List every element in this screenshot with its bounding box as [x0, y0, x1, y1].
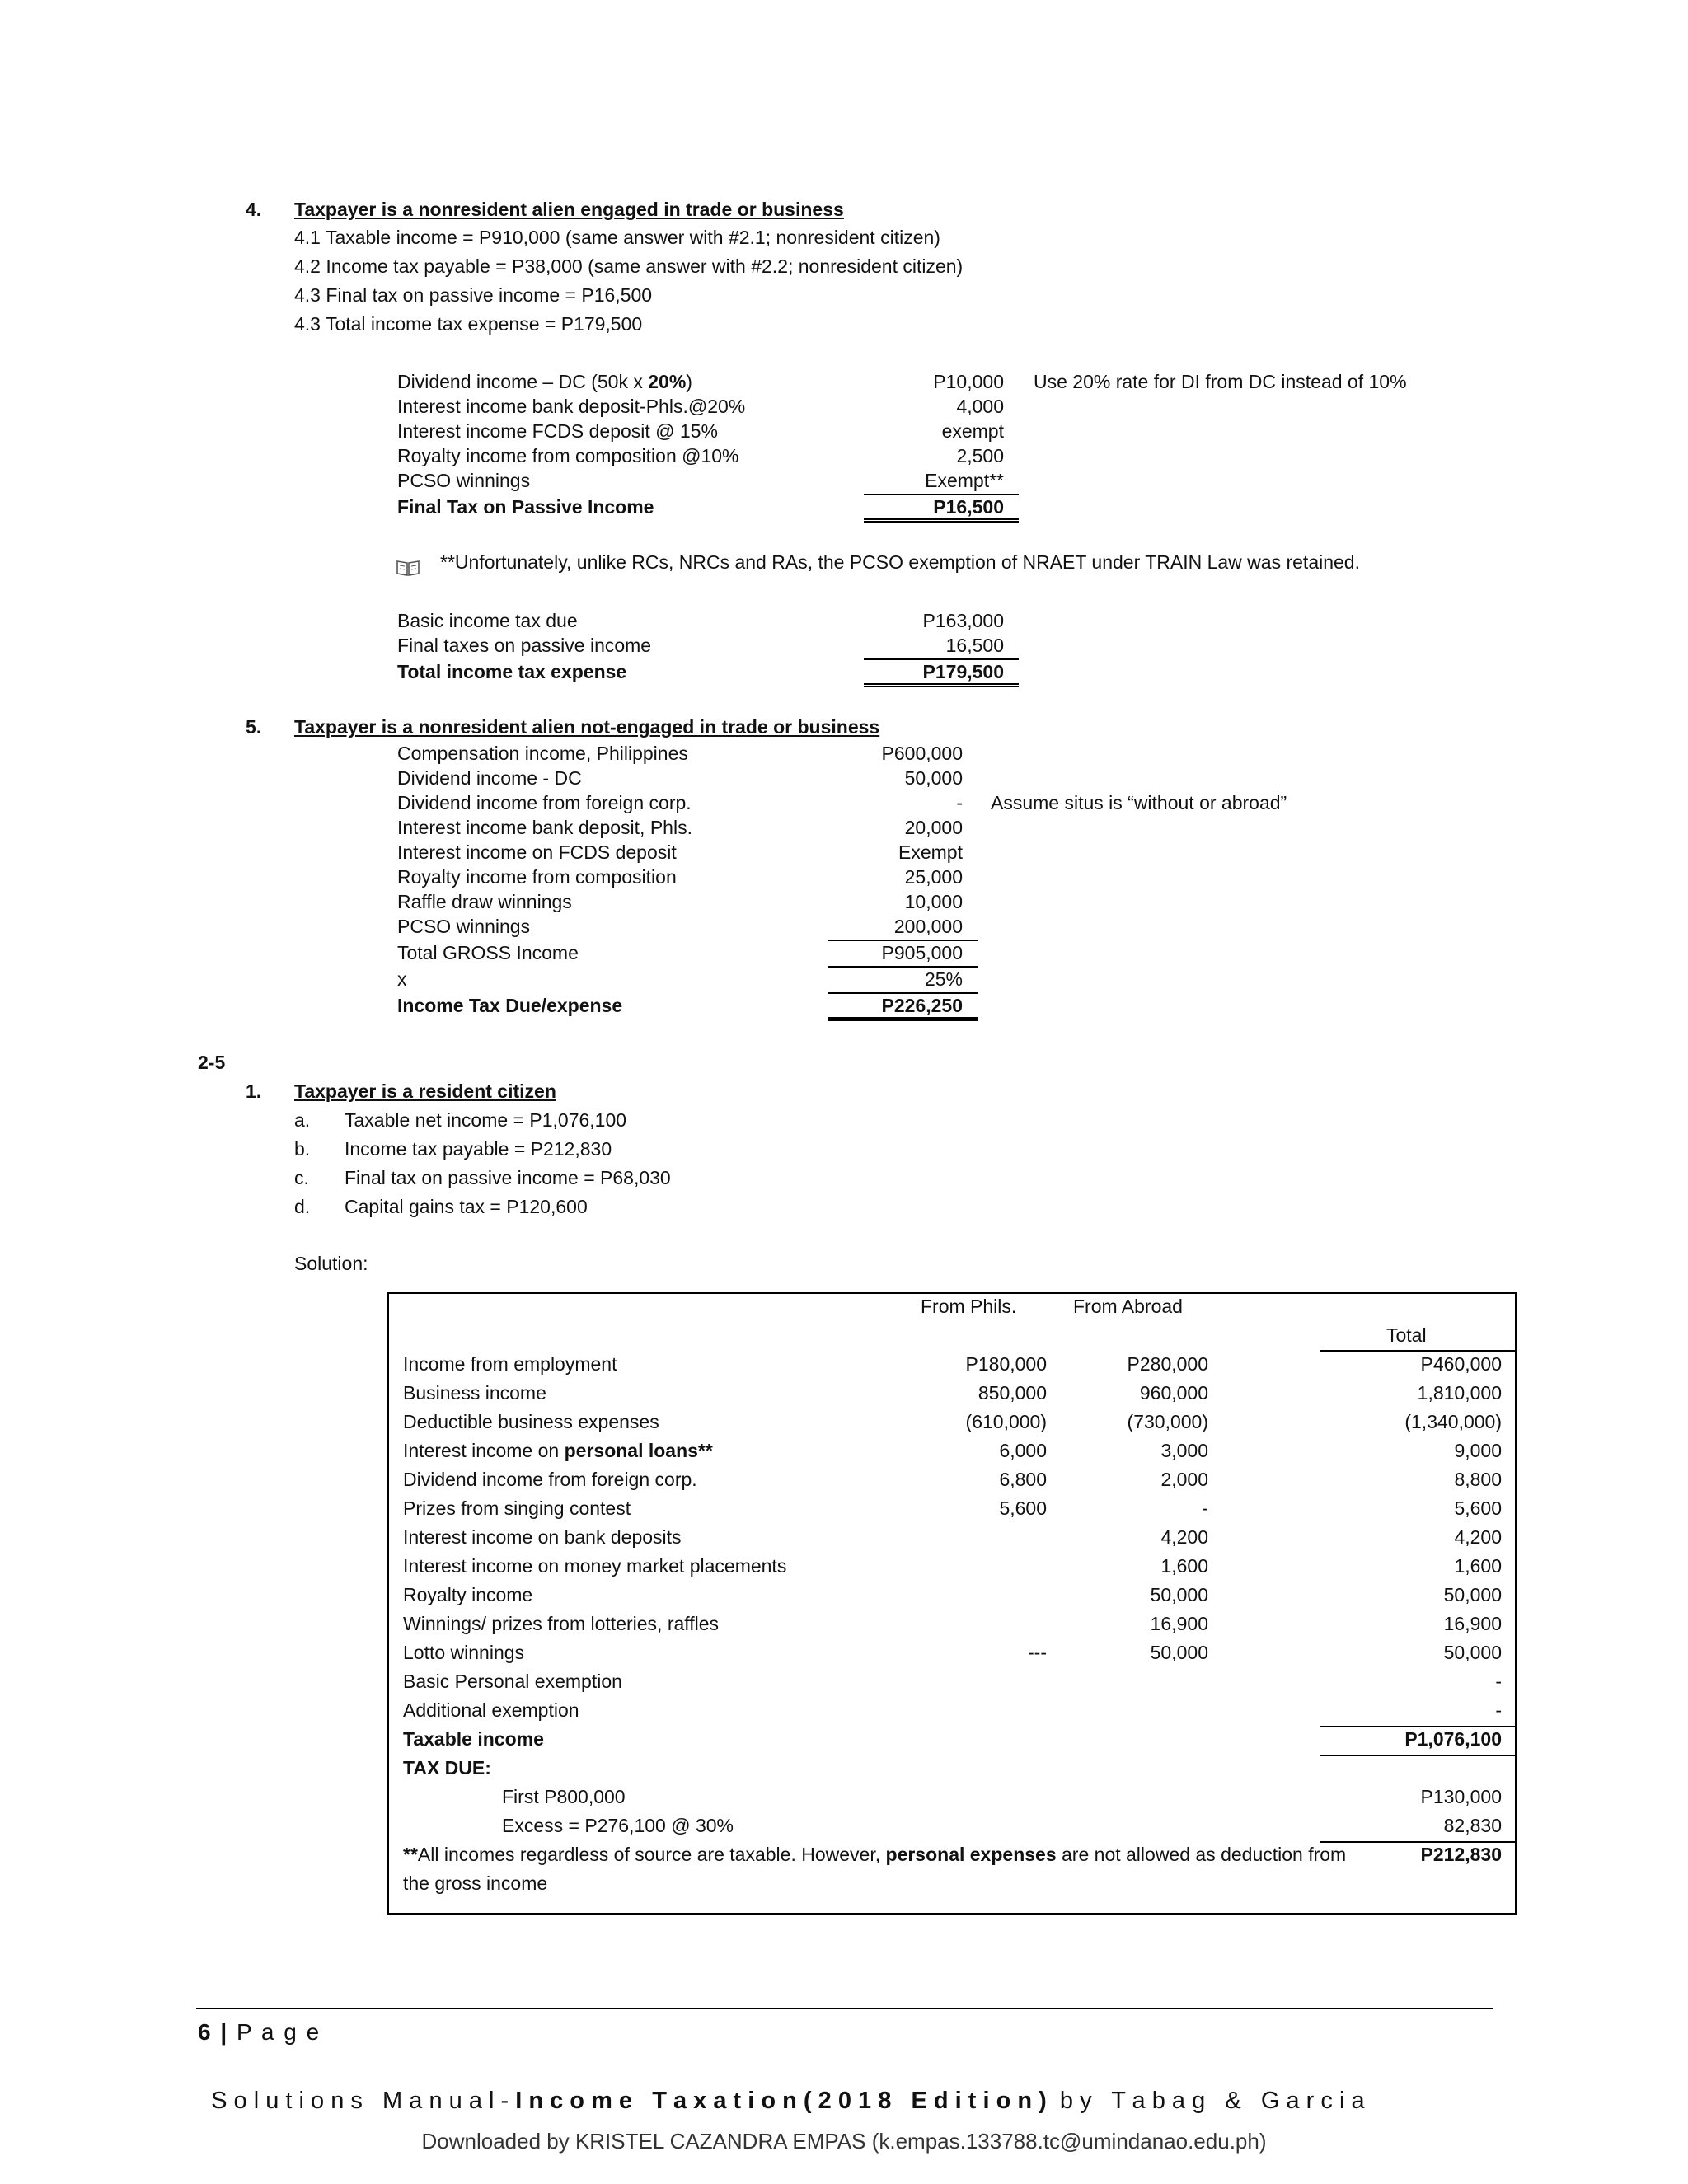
section-4-item: 4.3 Final tax on passive income = P16,500 — [294, 284, 653, 306]
table-row-label: Deductible business expenses — [403, 1411, 659, 1432]
table-cell-total: 50,000 — [1443, 1642, 1502, 1663]
passive-label: ) — [686, 371, 692, 392]
passive-value: 2,500 — [956, 445, 1004, 466]
table-cell-phils: 6,800 — [999, 1469, 1047, 1490]
s5-total-label: Income Tax Due/expense — [397, 995, 623, 1016]
table-row-label: Income from employment — [403, 1353, 617, 1375]
answer-text: Taxable net income = P1,076,100 — [345, 1109, 627, 1131]
table-row-label: Taxable income — [403, 1728, 544, 1750]
table-row-label: Additional exemption — [403, 1699, 579, 1721]
passive-total-value — [864, 494, 1019, 523]
table-cell-abroad: 50,000 — [1150, 1642, 1208, 1663]
table-cell-total: P460,000 — [1420, 1353, 1502, 1375]
table-cell-abroad — [1073, 1698, 1208, 1723]
table-cell-abroad: 50,000 — [1150, 1584, 1208, 1605]
s5-value: 10,000 — [904, 891, 963, 912]
tax-due-row-total: 82,830 — [1443, 1815, 1502, 1836]
page-separator: | — [220, 2019, 229, 2045]
answer-text: Capital gains tax = P120,600 — [345, 1196, 588, 1217]
s5-label: Interest income on FCDS deposit — [397, 841, 677, 863]
table-cell-phils — [917, 1525, 1047, 1550]
table-footnote — [403, 1842, 1346, 1868]
passive-label: Interest income bank deposit-Phls.@20% — [397, 396, 746, 417]
problem-1-number: 1. — [246, 1080, 262, 1102]
book-title-prefix: S o l u t i o n s M a n u a l - — [211, 2087, 516, 2114]
table-cell-total: P1,076,100 — [1404, 1728, 1502, 1750]
table-row-label: Prizes from singing contest — [403, 1497, 631, 1519]
footnote-part: ** — [403, 1844, 418, 1865]
table-row-label: Interest income on bank deposits — [403, 1526, 682, 1548]
s5-label: Total GROSS Income — [397, 942, 579, 963]
table-cell-total: 50,000 — [1443, 1584, 1502, 1605]
section-4-item: 4.3 Total income tax expense = P179,500 — [294, 313, 643, 335]
tax-due-row-label: First P800,000 — [502, 1786, 626, 1807]
passive-total-label: Final Tax on Passive Income — [397, 496, 654, 518]
answer-text: Income tax payable = P212,830 — [345, 1138, 612, 1160]
table-cell-phils: 6,000 — [999, 1440, 1047, 1461]
table-cell-total: 5,600 — [1454, 1497, 1502, 1519]
expense-label: Basic income tax due — [397, 610, 578, 631]
s5-value: 200,000 — [893, 916, 963, 937]
book-icon — [396, 559, 420, 577]
table-cell-total: (1,340,000) — [1404, 1411, 1502, 1432]
page-number-line — [198, 2018, 321, 2047]
table-cell-abroad — [1073, 1669, 1208, 1694]
pcso-note: **Unfortunately, unlike RCs, NRCs and RAs, the PCSO exemption of NRAET under TRAIN Law was retained. — [440, 551, 1360, 573]
table-cell-phils: --- — [1028, 1642, 1047, 1663]
table-row-label: Basic Personal exemption — [403, 1671, 622, 1692]
passive-value: Exempt** — [925, 470, 1004, 491]
section-5-title: Taxpayer is a nonresident alien not-engaged in trade or business — [294, 716, 880, 738]
passive-label: Interest income FCDS deposit @ 15% — [397, 420, 718, 442]
table-row-label — [403, 1438, 713, 1464]
s5-label: PCSO winnings — [397, 916, 531, 937]
table-cell-abroad: 2,000 — [1160, 1469, 1208, 1490]
s5-value: 25,000 — [904, 866, 963, 888]
table-row-label: Dividend income from foreign corp. — [403, 1469, 697, 1490]
table-cell-phils: P180,000 — [965, 1353, 1047, 1375]
section-4-number: 4. — [246, 199, 262, 220]
table-footnote-continued: the gross income — [403, 1872, 548, 1894]
s5-label: Compensation income, Philippines — [397, 743, 688, 764]
s5-total-value — [828, 993, 978, 1021]
section-5-number: 5. — [246, 716, 262, 738]
passive-label-bold: 20% — [648, 371, 687, 392]
table-cell-total: 1,810,000 — [1417, 1382, 1502, 1404]
table-cell-abroad: 4,200 — [1160, 1526, 1208, 1548]
expense-total-label: Total income tax expense — [397, 661, 627, 682]
passive-total-amount: P16,500 — [933, 496, 1004, 518]
table-cell-total: - — [1495, 1699, 1502, 1721]
passive-value: P10,000 — [933, 371, 1004, 392]
problem-heading: 2-5 — [198, 1052, 226, 1073]
table-cell-abroad: 960,000 — [1139, 1382, 1208, 1404]
book-title: I n c o m e T a x a t i o n ( 2 0 1 8 E d i t i o n ) — [515, 2087, 1047, 2114]
problem-1-title: Taxpayer is a resident citizen — [294, 1080, 556, 1102]
taxable-income-bottom-line — [1320, 1755, 1517, 1756]
tax-due-label: TAX DUE: — [403, 1757, 491, 1779]
table-cell-phils — [917, 1611, 1047, 1637]
table-cell-total: 16,900 — [1443, 1613, 1502, 1634]
passive-value: 4,000 — [956, 396, 1004, 417]
passive-row — [397, 369, 692, 395]
answer-letter: d. — [294, 1196, 311, 1217]
tax-due-row-total: P130,000 — [1420, 1786, 1502, 1807]
s5-value: 50,000 — [904, 767, 963, 789]
s5-label: x — [397, 968, 407, 990]
table-cell-abroad — [1073, 1727, 1208, 1752]
s5-value: 25% — [924, 968, 963, 990]
s5-label: Dividend income from foreign corp. — [397, 792, 692, 813]
footnote-part: personal expenses — [885, 1844, 1057, 1865]
table-cell-abroad: 16,900 — [1150, 1613, 1208, 1634]
page-number: 6 — [198, 2019, 213, 2045]
s5-value: - — [956, 792, 963, 813]
final-tax-total: P212,830 — [1420, 1844, 1502, 1865]
table-cell-phils — [917, 1698, 1047, 1723]
passive-label: Dividend income – DC (50k x — [397, 371, 649, 392]
table-row-label: Royalty income — [403, 1584, 533, 1605]
page-word: P a g e — [236, 2019, 321, 2045]
table-cell-total: - — [1495, 1671, 1502, 1692]
table-cell-abroad: - — [1202, 1497, 1208, 1519]
table-cell-phils — [917, 1727, 1047, 1752]
table-cell-total: 4,200 — [1454, 1526, 1502, 1548]
table-cell-abroad: P280,000 — [1127, 1353, 1208, 1375]
table-cell-phils — [917, 1554, 1047, 1579]
s5-value: P600,000 — [881, 743, 963, 764]
table-row-label: Interest income on money market placements — [403, 1555, 787, 1577]
section-4-item: 4.1 Taxable income = P910,000 (same answer with #2.1; nonresident citizen) — [294, 227, 940, 248]
footer-rule — [196, 2008, 1493, 2009]
section-4-title: Taxpayer is a nonresident alien engaged in trade or business — [294, 199, 844, 220]
section-4-item: 4.2 Income tax payable = P38,000 (same answer with #2.2; nonresident citizen) — [294, 255, 964, 277]
s5-label: Interest income bank deposit, Phls. — [397, 817, 692, 838]
expense-total-amount: P179,500 — [922, 661, 1004, 682]
taxable-income-top-line — [1320, 1726, 1517, 1727]
answer-letter: a. — [294, 1109, 311, 1131]
s5-note: Assume situs is “without or abroad” — [991, 792, 1287, 813]
passive-value: exempt — [941, 420, 1004, 442]
table-cell-abroad: (730,000) — [1127, 1411, 1208, 1432]
s5-total-amount: P226,250 — [881, 995, 963, 1016]
answer-text: Final tax on passive income = P68,030 — [345, 1167, 671, 1188]
table-cell-abroad: 3,000 — [1160, 1440, 1208, 1461]
answer-letter: c. — [294, 1167, 309, 1188]
book-authors: b y T a b a g & G a r c i a — [1046, 2087, 1365, 2114]
table-cell-phils: 5,600 — [999, 1497, 1047, 1519]
expense-value: 16,500 — [945, 635, 1004, 656]
table-cell-phils: (610,000) — [965, 1411, 1047, 1432]
expense-total-value — [864, 659, 1019, 687]
footnote-part: are not allowed as deduction from — [1056, 1844, 1347, 1865]
table-row-label: Lotto winnings — [403, 1642, 525, 1663]
table-row-label-bold: personal loans** — [564, 1440, 713, 1461]
table-cell-phils — [917, 1669, 1047, 1694]
tax-due-row-label: Excess = P276,100 @ 30% — [502, 1815, 734, 1836]
table-row-label-part: Interest income on — [403, 1440, 565, 1461]
footnote-part: All incomes regardless of source are taxable. However, — [417, 1844, 886, 1865]
expense-value: P163,000 — [922, 610, 1004, 631]
table-cell-phils: 850,000 — [978, 1382, 1047, 1404]
table-cell-total: 8,800 — [1454, 1469, 1502, 1490]
passive-label: Royalty income from composition @10% — [397, 445, 739, 466]
col-header-total: Total — [1386, 1324, 1427, 1346]
book-title-line — [198, 2055, 1365, 2116]
table-cell-phils — [917, 1582, 1047, 1608]
download-notice: Downloaded by KRISTEL CAZANDRA EMPAS (k.empas.133788.tc@umindanao.edu.ph) — [421, 2129, 1267, 2154]
s5-value: P905,000 — [881, 942, 963, 963]
table-cell-total: 1,600 — [1454, 1555, 1502, 1577]
table-cell-abroad: 1,600 — [1160, 1555, 1208, 1577]
expense-label: Final taxes on passive income — [397, 635, 652, 656]
passive-note: Use 20% rate for DI from DC instead of 10% — [1034, 371, 1407, 392]
table-row-label: Winnings/ prizes from lotteries, raffles — [403, 1613, 720, 1634]
col-header-phils: From Phils. — [921, 1296, 1017, 1317]
s5-label: Dividend income - DC — [397, 767, 582, 789]
s5-value: Exempt — [898, 841, 963, 863]
s5-value: 20,000 — [904, 817, 963, 838]
col-header-abroad: From Abroad — [1073, 1296, 1183, 1317]
table-cell-total: 9,000 — [1454, 1440, 1502, 1461]
s5-label: Royalty income from composition — [397, 866, 677, 888]
table-row-label: Business income — [403, 1382, 546, 1404]
s5-label: Raffle draw winnings — [397, 891, 572, 912]
answer-letter: b. — [294, 1138, 311, 1160]
solution-table — [387, 1292, 1517, 1915]
solution-label: Solution: — [294, 1253, 368, 1274]
passive-label: PCSO winnings — [397, 470, 531, 491]
